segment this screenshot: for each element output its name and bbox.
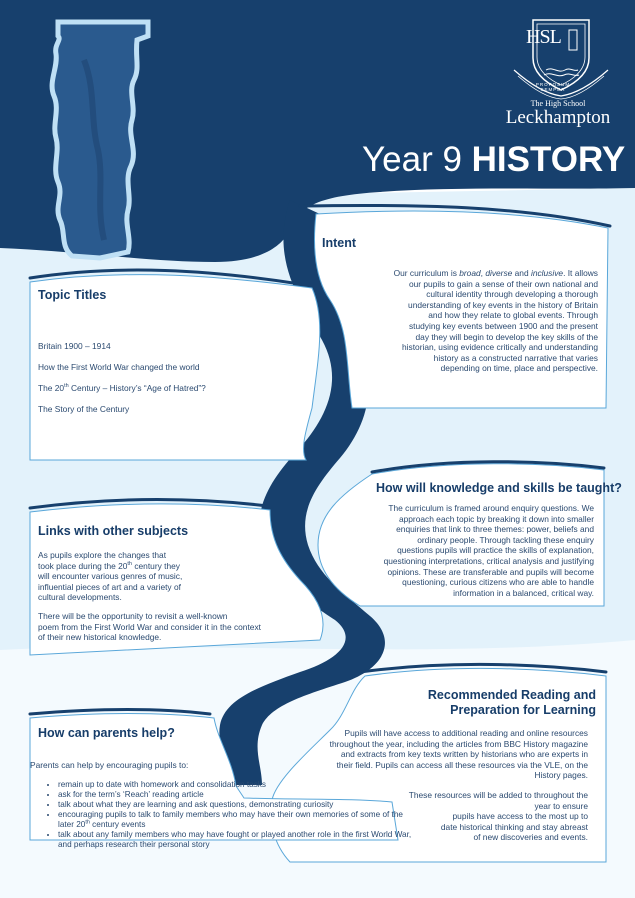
intent-title: Intent bbox=[322, 236, 357, 250]
intent-line: depending on time, place and perspective. bbox=[440, 363, 598, 374]
reading-line: their field. Pupils can access all these resources via the VLE, on the bbox=[336, 759, 588, 770]
intent-line: cultural identity through developing a thorough bbox=[426, 289, 598, 300]
links-line: As pupils explore the changes that bbox=[38, 550, 167, 560]
reading-line: throughout the year, including the articles from BBC History magazine bbox=[329, 738, 588, 749]
reading-line: date historical thinking and stay abreast bbox=[440, 821, 588, 832]
school-name-small: The High School bbox=[530, 99, 586, 108]
reading-line: and extracts from key texts written by historians who are experts in bbox=[340, 749, 588, 760]
knowledge-line: questions pupils will practice the skills of explanation, bbox=[397, 545, 594, 556]
intent-line-1-a: Our curriculum is bbox=[393, 268, 460, 278]
reading-title-line-1: Recommended Reading and bbox=[427, 688, 596, 702]
reading-line: year to ensure bbox=[534, 800, 588, 811]
links-line: will encounter various genres of music, bbox=[38, 571, 183, 582]
intent-text bbox=[340, 268, 598, 374]
list-item: • remain up to date with homework and consolidation tasks bbox=[58, 780, 418, 790]
knowledge-line: ordinary people. Through tackling these enquiry bbox=[417, 534, 594, 545]
knowledge-line: enquiries that link to three themes: power, beliefs and bbox=[396, 524, 594, 535]
knowledge-line: questioning, curious citizens who are able to handle bbox=[402, 577, 594, 588]
links-line: poem from the First World War and consider it in the context bbox=[38, 621, 261, 632]
list-item: • ask for the term’s ‘Reach’ reading article bbox=[58, 790, 418, 800]
parents-intro: Parents can help by encouraging pupils to: bbox=[30, 760, 189, 770]
reading-line: These resources will be added to throughout the bbox=[408, 790, 588, 800]
links-title: Links with other subjects bbox=[38, 524, 189, 538]
knowledge-title: How will knowledge and skills be taught? bbox=[376, 481, 622, 495]
school-name-large: Leckhampton bbox=[505, 107, 611, 128]
knowledge-line: information in a balanced, critical way. bbox=[453, 587, 594, 598]
knowledge-line: approach each topic by breaking it down into smaller bbox=[398, 513, 594, 524]
topic-item: Britain 1900 – 1914 bbox=[38, 341, 111, 351]
intent-line: studying key events between 1900 and the present bbox=[408, 320, 598, 331]
reading-line: of new discoveries and events. bbox=[473, 832, 588, 843]
links-line: influential pieces of art and a variety of bbox=[38, 581, 181, 592]
parents-bullet-list bbox=[30, 780, 418, 850]
list-item: • talk about any family members who may have fought or played another role in the first World War, and perhaps research their personal story bbox=[58, 830, 418, 849]
knowledge-line: questioning interpretations, critical analysis and justifying bbox=[383, 555, 594, 566]
links-para2 bbox=[38, 611, 308, 643]
knowledge-line: opinions. These are transferable and pupils will become bbox=[387, 566, 594, 577]
reading-para1 bbox=[300, 728, 588, 781]
topic-item: The Story of the Century bbox=[38, 404, 130, 414]
intent-line: historian, using evidence critically and understanding bbox=[402, 342, 598, 353]
intent-inclusive: inclusive bbox=[530, 268, 564, 278]
reading-title-line-2: Preparation for Learning bbox=[450, 703, 596, 717]
topic-item: The 20th Century – History’s “Age of Hatred”? bbox=[38, 383, 206, 393]
topics-title: Topic Titles bbox=[38, 288, 107, 302]
reading-line: Pupils will have access to additional reading and online resources bbox=[344, 728, 588, 738]
intent-line: understanding of key events in the history of Britain bbox=[408, 299, 598, 310]
links-line: cultural developments. bbox=[38, 592, 122, 603]
reading-title bbox=[380, 688, 596, 718]
links-para1 bbox=[38, 550, 268, 603]
knowledge-text bbox=[330, 503, 594, 598]
intent-line: history as a constructed narrative that varies bbox=[433, 352, 598, 363]
crest-letters: HSL bbox=[526, 26, 561, 48]
crest-motto: PROPOSUM SEMPER bbox=[535, 82, 571, 92]
reading-line: History pages. bbox=[534, 770, 588, 781]
intent-line: Our curriculum is broad, diverse and inclusive. It allows bbox=[393, 268, 598, 278]
intent-line: our pupils to gain a sense of their own national and bbox=[408, 278, 598, 289]
intent-diverse: diverse bbox=[485, 268, 513, 278]
links-line: of their new historical knowledge. bbox=[38, 632, 162, 643]
reading-line: pupils have access to the most up to bbox=[452, 811, 588, 822]
page-title bbox=[362, 140, 626, 180]
links-line: There will be the opportunity to revisit a well-known bbox=[38, 611, 228, 621]
intent-broad: broad bbox=[459, 268, 481, 278]
knowledge-line: The curriculum is framed around enquiry questions. We bbox=[388, 503, 594, 513]
subject-title: HISTORY bbox=[471, 140, 626, 179]
parents-title: How can parents help? bbox=[38, 726, 175, 740]
year-label: Year 9 bbox=[362, 140, 472, 179]
topic-item: How the First World War changed the world bbox=[38, 362, 200, 372]
list-item: • encouraging pupils to talk to family members who may have their own memories of some of the later 20th century events bbox=[58, 810, 418, 829]
intent-line: and how they relate to global events. Through bbox=[428, 310, 598, 321]
list-item: • talk about what they are learning and ask questions, demonstrating curiosity bbox=[58, 800, 418, 810]
links-line: took place during the 20th century they bbox=[38, 560, 180, 571]
intent-line: day they will begin to develop the key skills of the bbox=[415, 331, 598, 342]
